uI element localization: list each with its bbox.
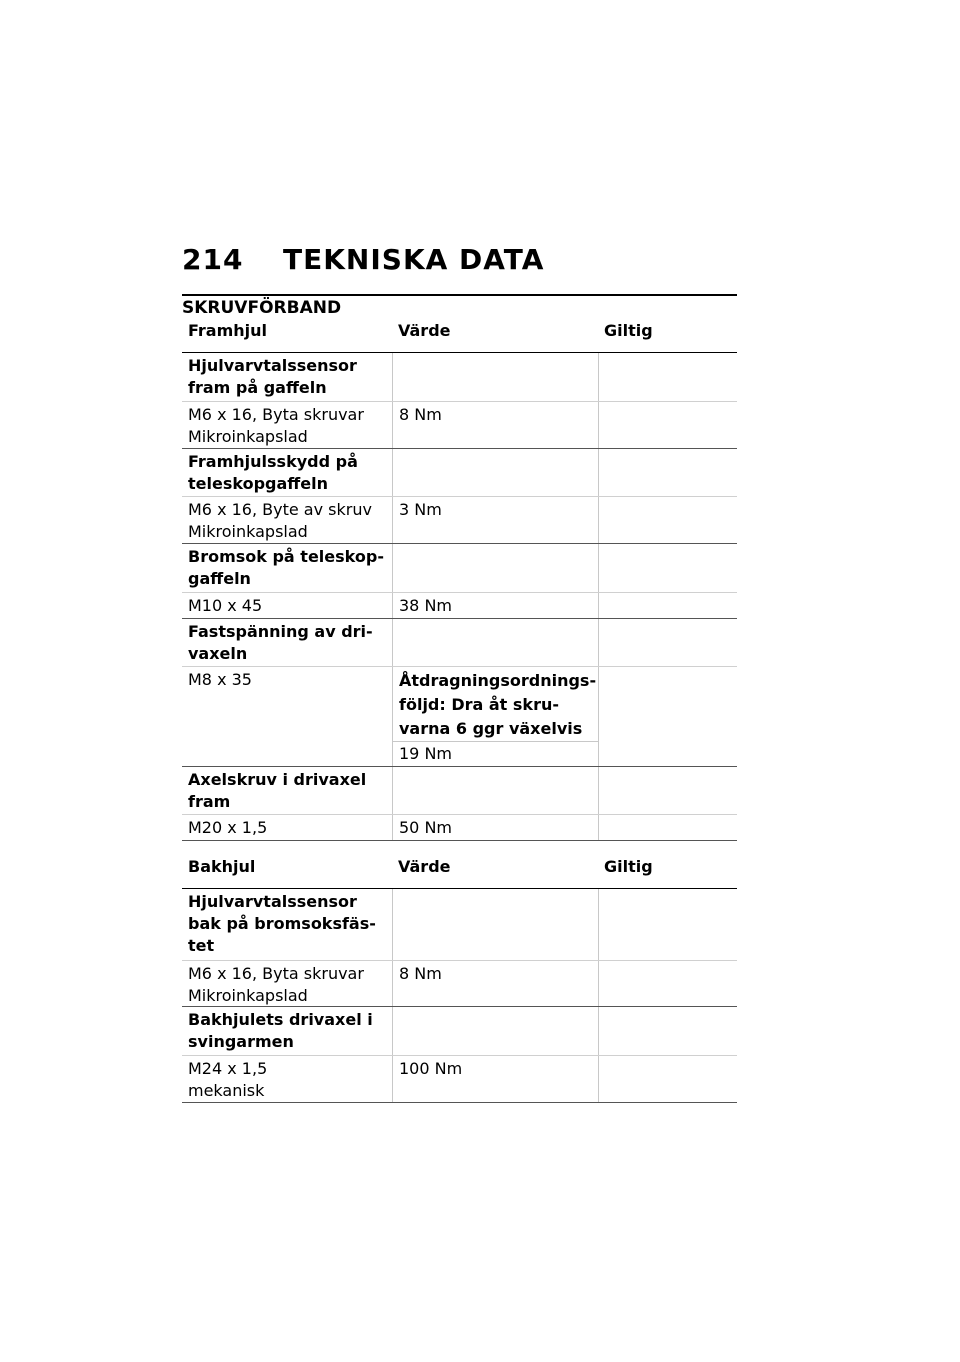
spec: M6 x 16, Byta skruvar — [188, 405, 364, 424]
table-row — [182, 815, 737, 841]
cell-divider — [392, 741, 598, 742]
torque-value: 8 Nm — [392, 402, 598, 448]
item-name: Bakhjulets drivaxel i svingarmen — [188, 1010, 373, 1051]
spec-note: mekanisk — [188, 1081, 265, 1100]
spec: M24 x 1,5 — [188, 1059, 268, 1078]
spec: M20 x 1,5 — [188, 818, 268, 837]
tightening-sequence-note: Åtdragningsordnings-följd: Dra åt skru-varna 6 ggr växelvis — [399, 671, 597, 738]
valid-cell — [598, 667, 737, 766]
item-name: Hjulvarvtalssensor bak på bromsoksfäs-tet — [188, 892, 376, 955]
valid-cell — [598, 593, 737, 618]
column-header-item: Framhjul — [188, 321, 268, 340]
spec: M10 x 45 — [188, 596, 263, 615]
table-header — [182, 854, 737, 889]
table-header — [182, 318, 737, 353]
table-row — [182, 667, 737, 767]
table-row — [182, 889, 737, 961]
spec: M6 x 16, Byta skruvar — [188, 964, 364, 983]
item-name: Fastspänning av dri-vaxeln — [188, 622, 373, 663]
table-row — [182, 402, 737, 449]
table-row — [182, 619, 737, 667]
column-header-valid: Giltig — [604, 857, 653, 876]
valid-cell — [598, 1056, 737, 1102]
column-header-value: Värde — [398, 321, 451, 340]
item-name: Hjulvarvtalssensor fram på gaffeln — [188, 356, 357, 397]
table-row — [182, 544, 737, 593]
table-row — [182, 961, 737, 1007]
valid-cell — [598, 961, 737, 1006]
torque-value: 8 Nm — [392, 961, 598, 1006]
valid-cell — [598, 497, 737, 543]
torque-value: 100 Nm — [392, 1056, 598, 1102]
chapter-title: TEKNISKA DATA — [283, 243, 545, 276]
column-header-valid: Giltig — [604, 321, 653, 340]
table-row — [182, 353, 737, 402]
item-name: Axelskruv i drivaxel fram — [188, 770, 367, 811]
torque-value: 38 Nm — [392, 593, 598, 618]
page-header — [182, 243, 737, 275]
header-rule — [182, 294, 737, 296]
table-row — [182, 1056, 737, 1103]
column-header-value: Värde — [398, 857, 451, 876]
table-row — [182, 1007, 737, 1056]
item-name: Bromsok på teleskop-gaffeln — [188, 547, 384, 588]
valid-cell — [598, 402, 737, 448]
torque-value: 19 Nm — [399, 744, 452, 763]
spec-note: Mikroinkapslad — [188, 427, 308, 446]
page-number: 214 — [182, 243, 244, 276]
table-row — [182, 449, 737, 497]
valid-cell — [598, 815, 737, 840]
rear-wheel-table — [182, 854, 737, 1103]
torque-value: 3 Nm — [392, 497, 598, 543]
spec-note: Mikroinkapslad — [188, 986, 308, 1005]
section-title: SKRUVFÖRBAND — [182, 298, 342, 318]
torque-value: 50 Nm — [392, 815, 598, 840]
spec: M6 x 16, Byte av skruv — [188, 500, 372, 519]
table-row — [182, 767, 737, 815]
column-header-item: Bakhjul — [188, 857, 256, 876]
spec: M8 x 35 — [188, 670, 252, 689]
table-row — [182, 593, 737, 619]
spec-note: Mikroinkapslad — [188, 522, 308, 541]
table-row — [182, 497, 737, 544]
front-wheel-table — [182, 318, 737, 841]
item-name: Framhjulsskydd på teleskopgaffeln — [188, 452, 358, 493]
